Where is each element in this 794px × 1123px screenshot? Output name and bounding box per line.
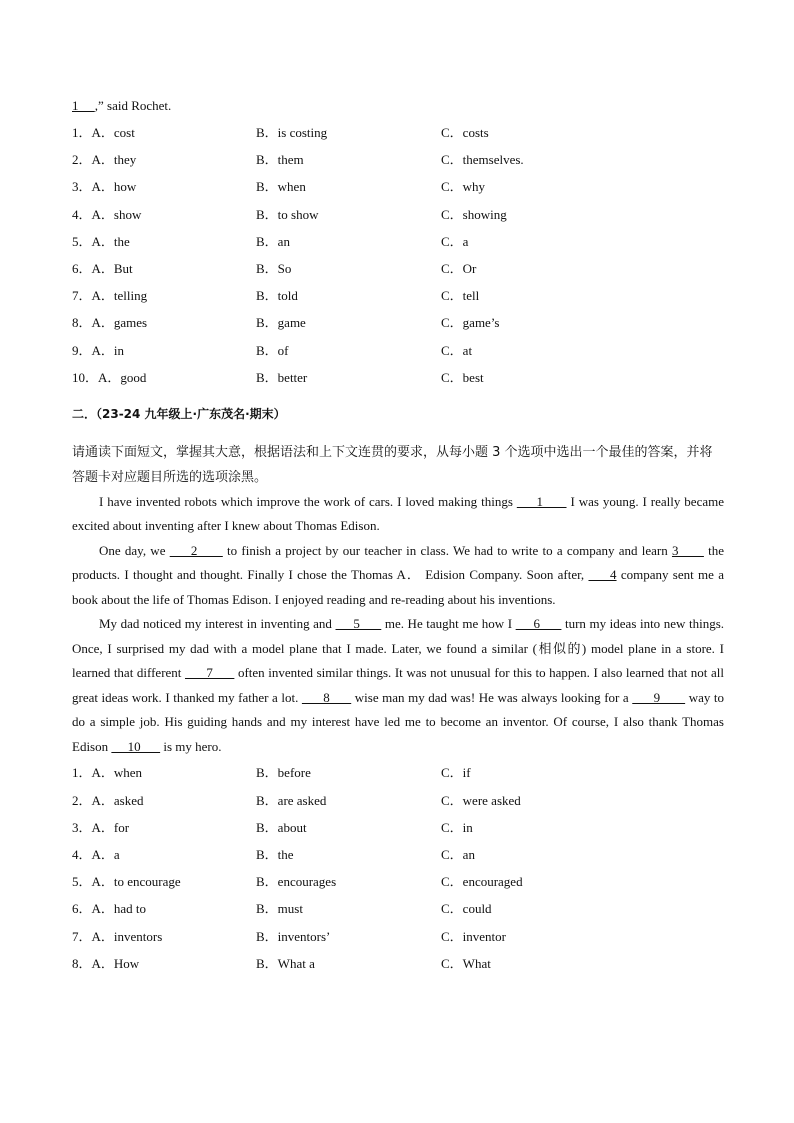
question-row — [72, 787, 724, 814]
question-number: 5．A． — [72, 233, 114, 249]
question-number: 8．A． — [72, 955, 114, 971]
option-a: in — [113, 342, 125, 358]
option-a: cost — [113, 125, 135, 140]
option-b: B．of — [256, 342, 289, 358]
blank-5: 5 — [335, 616, 382, 632]
option-a: games — [113, 315, 148, 331]
option-c: C．why — [441, 179, 486, 195]
option-b: B．about — [256, 819, 307, 835]
question-row — [72, 146, 724, 173]
option-a: But — [113, 260, 133, 276]
question-row — [72, 895, 724, 922]
blank-8: 8 — [301, 689, 352, 705]
question-number: 2．A． — [72, 792, 114, 808]
option-a: to encourage — [113, 874, 181, 890]
section1-options — [72, 119, 724, 391]
option-c: C．an — [441, 846, 475, 862]
question-row — [72, 173, 724, 200]
option-a: how — [113, 179, 137, 195]
passage-paragraph-2: One day, we 2 to finish a project by our teacher in class. We had to write to a company and learn 3 the products. I thought and thought. Finally I chose the Thomas A． Edision Company. Soon after, 4 company sent me a book about the life of Thomas Edison. I enjoyed reading and re-reading about his inventions. — [72, 542, 728, 607]
passage-ending-line — [72, 92, 724, 119]
blank-6: 6 — [515, 616, 562, 632]
question-row — [72, 228, 724, 255]
option-c: C．a — [441, 233, 469, 249]
question-row — [72, 337, 724, 364]
option-c: C．themselves. — [441, 152, 524, 168]
blank-7: 7 — [184, 665, 235, 681]
option-b: B．told — [256, 288, 298, 304]
option-a: had to — [113, 901, 147, 917]
question-row — [72, 201, 724, 228]
question-number: 2．A． — [72, 152, 114, 168]
option-b: B．the — [256, 846, 294, 862]
question-row — [72, 309, 724, 336]
option-b: B．must — [256, 901, 303, 917]
option-c: C．at — [441, 342, 473, 358]
question-number: 4．A． — [72, 206, 114, 222]
question-number: 6．A． — [72, 901, 114, 917]
option-a: How — [113, 955, 140, 971]
question-number: 8．A． — [72, 315, 114, 331]
question-row — [72, 950, 724, 977]
section2-options — [72, 759, 724, 977]
option-c: C．in — [441, 819, 473, 835]
blank-4: 4 — [588, 567, 617, 583]
option-b: B．encourages — [256, 874, 337, 890]
option-a: inventors — [113, 928, 163, 944]
question-number: 6．A． — [72, 260, 114, 276]
option-c: C．Or — [441, 260, 477, 276]
question-number: 10．A． — [72, 369, 121, 385]
option-c: C．tell — [441, 288, 480, 304]
question-row — [72, 841, 724, 868]
question-row — [72, 119, 724, 146]
option-c: C．costs — [441, 125, 489, 140]
option-b: B．to show — [256, 206, 319, 222]
option-b: B．inventors’ — [256, 928, 331, 944]
question-number: 4．A． — [72, 846, 114, 862]
option-c: C．What — [441, 955, 491, 971]
question-row — [72, 364, 724, 391]
option-c: C．could — [441, 901, 492, 917]
passage-paragraph-1: I have invented robots which improve the work of cars. I loved making things 1 I was young. I really became excited about inventing after I knew about Thomas Edison. — [72, 493, 724, 534]
option-a: asked — [113, 792, 144, 808]
option-a: when — [113, 765, 143, 781]
option-a: a — [113, 846, 120, 862]
blank-3: 3 — [671, 542, 704, 558]
question-number: 5．A． — [72, 874, 114, 890]
blank-10: 10 — [111, 738, 161, 754]
question-number: 3．A． — [72, 179, 114, 195]
section2-instruction: 请通读下面短文，掌握其大意，根据语法和上下文连贯的要求，从每小题 3 个选项中选出一个最佳的答案，并将答题卡对应题目所选的选项涂黑。 — [72, 444, 713, 485]
option-b: B．them — [256, 152, 304, 168]
option-a: they — [113, 152, 137, 168]
section2-heading: 二．（23-24 九年级上·广东茂名·期末） — [72, 406, 286, 421]
option-b: B．game — [256, 315, 306, 331]
question-number: 1．A． — [72, 765, 114, 781]
option-c: C．were asked — [441, 792, 521, 808]
question-row — [72, 923, 724, 950]
option-b: B．before — [256, 765, 311, 781]
option-c: C．showing — [441, 206, 507, 222]
option-b: B．when — [256, 179, 306, 195]
option-b: B．are asked — [256, 792, 327, 808]
option-c: C．encouraged — [441, 874, 523, 890]
option-a: good — [120, 369, 147, 385]
question-row — [72, 868, 724, 895]
option-a: the — [113, 233, 130, 249]
question-row — [72, 759, 724, 786]
question-number: 7．A． — [72, 928, 114, 944]
option-c: C．if — [441, 765, 471, 781]
option-c: C．best — [441, 369, 484, 385]
option-b: B．is costing — [256, 125, 328, 140]
blank-9: 9 — [632, 689, 686, 705]
passage-paragraph-3: My dad noticed my interest in inventing and 5 me. He taught me how I 6 turn my ideas into new things. Once, I surprised my dad with a model plane that I made. Later, we found a similar (相似的) model plane in a store. I learned that different 7 often invented similar things. It was not unusual for this to happen. I also learned that not all great ideas work. I thanked my father a lot. 8 wise man my dad was! He was always looking for a 9 way to do a simple job. His guiding hands and my interest have led me to become an inventor. Of course, I also thank Thomas Edison 10 is my hero. — [72, 616, 728, 754]
question-number: 3．A． — [72, 819, 114, 835]
question-number: 9．A． — [72, 342, 114, 358]
question-number: 7．A． — [72, 288, 114, 304]
blank-2: 2 — [169, 542, 223, 558]
blank-1: 1 — [72, 98, 95, 113]
question-row — [72, 255, 724, 282]
option-b: B．an — [256, 233, 290, 249]
blank-1: 1 — [516, 493, 567, 509]
option-c: C．game’s — [441, 315, 500, 331]
option-a: show — [113, 206, 142, 222]
option-b: B．better — [256, 369, 308, 385]
question-row — [72, 282, 724, 309]
question-number: 1．A． — [72, 125, 114, 140]
option-c: C．inventor — [441, 928, 506, 944]
question-row — [72, 814, 724, 841]
document-page — [72, 92, 728, 977]
passage-ending-text: ,” said Rochet. — [94, 98, 172, 113]
option-b: B．What a — [256, 955, 315, 971]
option-b: B．So — [256, 260, 292, 276]
option-a: telling — [113, 288, 148, 304]
option-a: for — [113, 819, 130, 835]
